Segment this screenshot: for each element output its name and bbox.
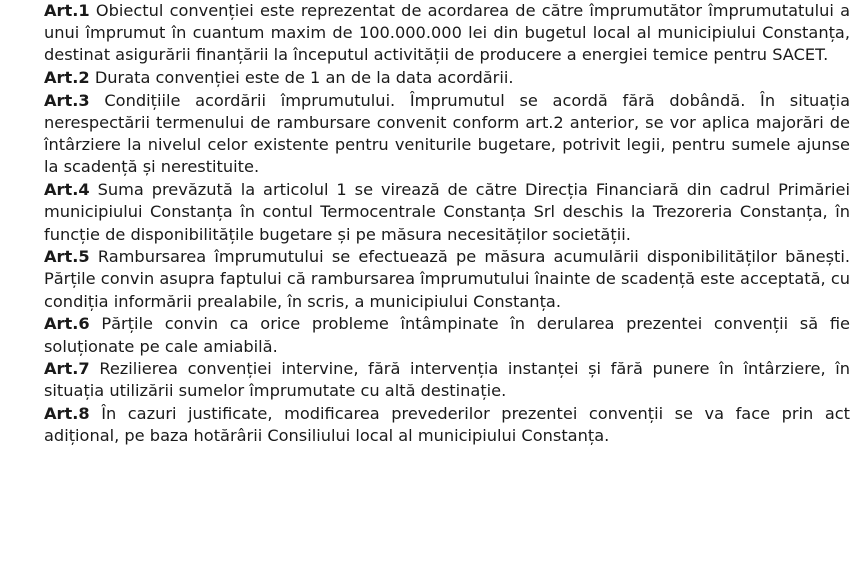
article-text: Durata convenției este de 1 an de la data acordării.	[89, 68, 514, 88]
article-7	[44, 358, 850, 402]
article-label: Art.6	[44, 314, 90, 334]
article-2	[44, 67, 850, 89]
article-1	[44, 0, 850, 67]
article-label: Art.5	[44, 247, 90, 267]
convention-document	[44, 0, 850, 448]
article-text: Rambursarea împrumutului se efectuează pe măsura acumulării disponibilităților bănești. Părțile convin asupra faptului că rambursarea împrumutului înainte de scadență este acceptată, cu condiția informării prealabile, în scris, a municipiului Constanța.	[44, 247, 850, 311]
article-5	[44, 246, 850, 313]
article-label: Art.1	[44, 1, 90, 20]
article-text: Suma prevăzută la articolul 1 se virează de către Direcția Financiară din cadrul Primăriei municipiului Constanța în contul Termocentrale Constanța Srl deschis la Trezoreria Constanța, în funcție de disponibilitățile bugetare și pe măsura necesităților societății.	[44, 180, 850, 244]
article-label: Art.3	[44, 90, 90, 110]
article-label: Art.2	[44, 68, 90, 88]
article-label: Art.8	[44, 404, 90, 424]
article-8	[44, 403, 850, 447]
article-text: Condițiile acordării împrumutului. Împrumutul se acordă fără dobândă. În situația nerespectării termenului de rambursare convenit conform art.2 anterior, se vor aplica majorări de întârziere la nivelul celor existente pentru veniturile bugetare, potrivit legii, pentru sumele ajunse la scadență și nerestituite.	[44, 90, 850, 177]
article-label: Art.7	[44, 359, 90, 379]
article-text: Părțile convin ca orice probleme întâmpinate în derularea prezentei convenții să fie soluționate pe cale amiabilă.	[44, 314, 850, 356]
article-text: Rezilierea convenției intervine, fără intervenția instanței și fără punere în întârziere, în situația utilizării sumelor împrumutate cu altă destinație.	[44, 359, 850, 401]
article-4	[44, 179, 850, 246]
article-label: Art.4	[44, 180, 90, 200]
article-text: Obiectul convenției este reprezentat de acordarea de către împrumutător împrumutatului a unui împrumut în cuantum maxim de 100.000.000 lei din bugetul local al municipiului Constanța, destinat asigurării finanțării la începutul activității de producere a energiei temice pentru SACET.	[44, 1, 850, 65]
article-3	[44, 90, 850, 179]
article-text: În cazuri justificate, modificarea prevederilor prezentei convenții se va face prin act adițional, pe baza hotărârii Consiliului local al municipiului Constanța.	[44, 404, 850, 446]
article-6	[44, 313, 850, 357]
